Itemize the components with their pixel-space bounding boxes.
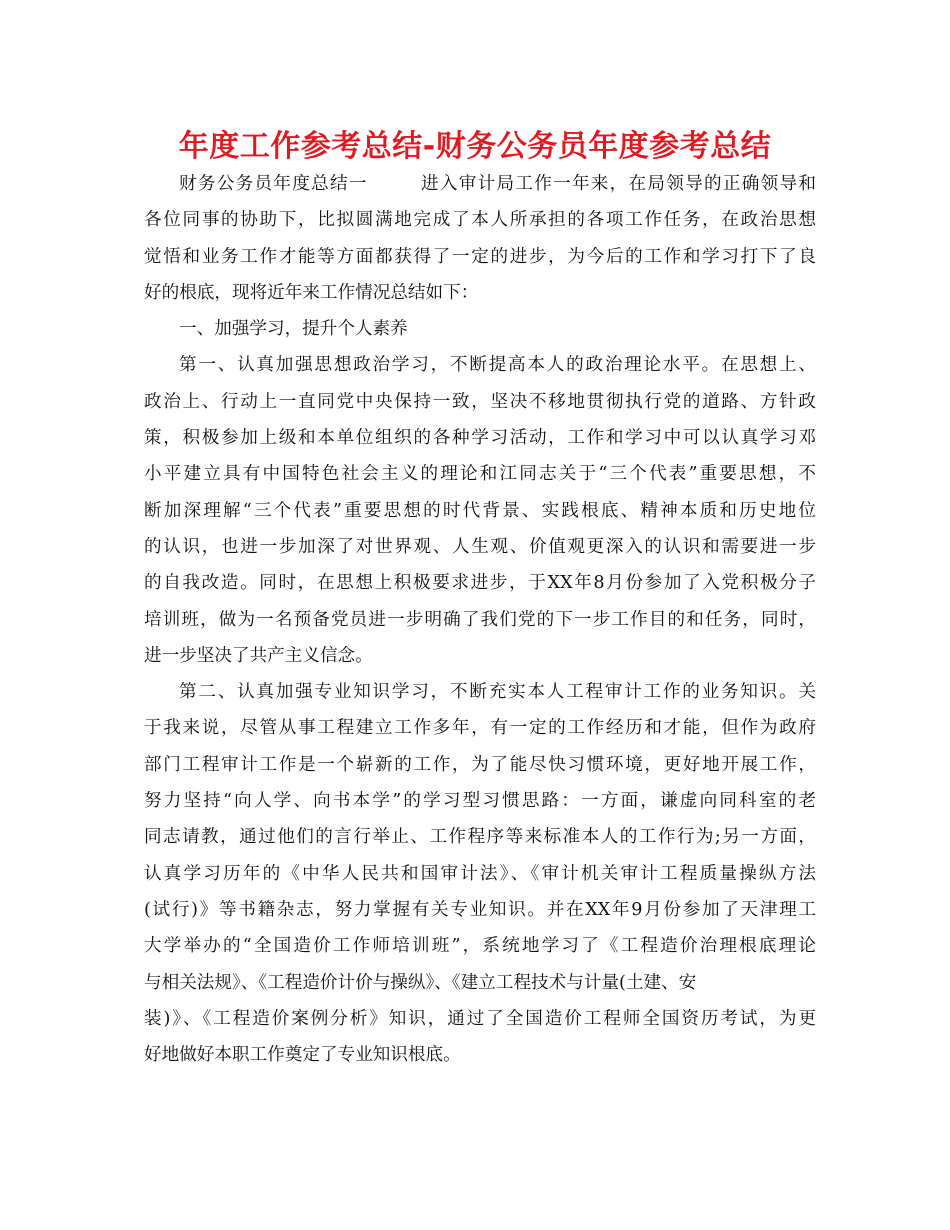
text-line: 的自我改造。同时，在思想上积极要求进步，于XX年8月份参加了入党积极分子 [144,573,816,594]
document-title: 年度工作参考总结-财务公务员年度参考总结 [178,129,772,164]
text-line: 部门工程审计工作是一个崭新的工作，为了能尽快习惯环境，更好地开展工作， [144,754,816,775]
text-line: 第二、认真加强专业知识学习，不断充实本人工程审计工作的业务知识。关 [179,682,816,703]
text-line: 好的根底，现将近年来工作情况总结如下： [144,282,479,303]
text-line: 进一步坚决了共产主义信念。 [144,645,373,666]
text-line: 的认识，也进一步加深了对世界观、人生观、价值观更深入的认识和需要进一步 [144,536,816,557]
text-line: 认真学习历年的《中华人民共和国审计法》、《审计机关审计工程质量操纵方法 [144,863,816,884]
text-line: 政治上、行动上一直同党中央保持一致，坚决不移地贯彻执行党的道路、方针政 [144,391,816,412]
section-heading [144,311,816,347]
text-line: 大学举办的“全国造价工作师培训班”，系统地学习了《工程造价治理根底理论 [144,936,816,957]
paragraph-intro [144,166,816,311]
text-line: 觉悟和业务工作才能等方面都获得了一定的进步，为今后的工作和学习打下了良 [144,246,816,267]
text-line: (试行)》等书籍杂志，努力掌握有关专业知识。并在XX年9月份参加了天津理工 [144,899,816,920]
text-line: 与相关法规》、《工程造价计价与操纵》、《建立工程技术与计量(土建、安 [144,972,697,993]
text-line: 策，积极参加上级和本单位组织的各种学习活动，工作和学习中可以认真学习邓 [144,428,816,449]
section-heading-inline: 财务公务员年度总结一 [179,174,368,194]
text-line: 培训班，做为一名预备党员进一步明确了我们党的下一步工作目的和任务，同时， [144,609,816,630]
text-line: 同志请教，通过他们的言行举止、工作程序等来标准本人的工作行为;另一方面， [144,827,816,848]
paragraph-political-study [144,347,816,674]
text-line: 第一、认真加强思想政治学习，不断提高本人的政治理论水平。在思想上、 [179,355,816,376]
paragraph-professional-study [144,674,816,1073]
text-line [144,166,816,202]
text-run: 进入审计局工作一年来，在局领导的正确领导和 [419,174,816,194]
text-line: 努力坚持“向人学、向书本学”的学习型习惯思路：一方面，谦虚向同科室的老 [144,791,816,812]
text-line: 小平建立具有中国特色社会主义的理论和江同志关于“三个代表”重要思想，不 [144,464,816,485]
document-body [144,166,816,1073]
text-line: 断加深理解“三个代表”重要思想的时代背景、实践根底、精神本质和历史地位 [144,500,816,521]
text-line: 于我来说，尽管从事工程建立工作多年，有一定的工作经历和才能，但作为政府 [144,718,816,739]
text-line: 装)》、《工程造价案例分析》知识，通过了全国造价工程师全国资历考试，为更 [144,1008,816,1029]
text-line: 好地做好本职工作奠定了专业知识根底。 [144,1045,461,1066]
text-line: 各位同事的协助下，比拟圆满地完成了本人所承担的各项工作任务，在政治思想 [144,210,816,231]
text-line: 一、加强学习，提升个人素养 [179,319,408,340]
